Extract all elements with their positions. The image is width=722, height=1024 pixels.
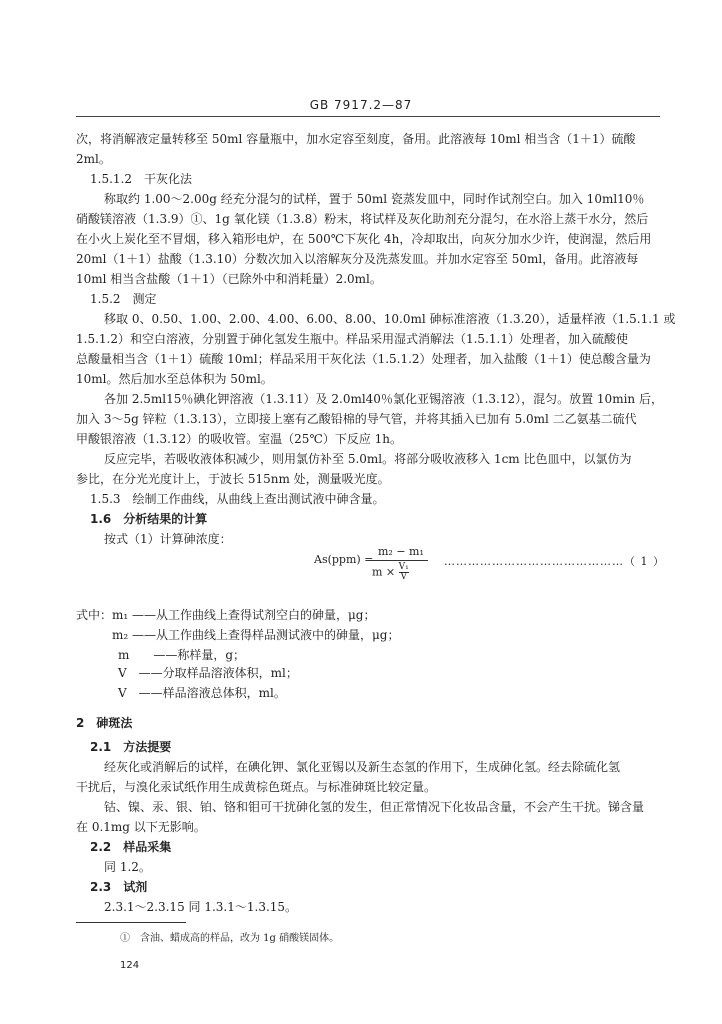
- paragraph-line: 20ml（1＋1）盐酸（1.3.10）分数次加入以溶解灰分及洗蒸发皿。并加水定容至 50ml，备用。此溶液每: [76, 252, 639, 266]
- paragraph-line: 2.3.1～2.3.15 同 1.3.1～1.3.15。: [104, 900, 298, 914]
- section-heading: 1.5.1.2 干灰化法: [90, 172, 192, 186]
- formula-denominator: [372, 563, 409, 582]
- paragraph-line: 甲酸银溶液（1.3.12）的吸收管。室温（25℃）下反应 1h。: [76, 432, 403, 446]
- paragraph-line: 在小火上炭化至不冒烟，移入箱形电炉，在 500℃下灰化 4h，冷却取出，向灰分加水少许，使润湿，然后用: [76, 232, 652, 246]
- paragraph-line: 移取 0、0.50、1.00、2.00、4.00、6.00、8.00、10.0ml 砷标准溶液（1.3.20），适量样液（1.5.1.1 或: [104, 312, 676, 326]
- paragraph-line: 干扰后，与溴化汞试纸作用生成黄棕色斑点。与标准砷斑比较定量。: [76, 780, 437, 794]
- section-heading: 2.1 方法提要: [90, 740, 172, 754]
- definition-lead: 式中：: [76, 608, 113, 622]
- paragraph-line: 总酸量相当含（1＋1）硫酸 10ml；样品采用干灰化法（1.5.1.2）处理者，加入盐酸（1＋1）使总酸含量为: [76, 352, 651, 366]
- page-header-standard-number: GB 7917.2—87: [309, 98, 413, 112]
- footnote-rule: [76, 922, 186, 923]
- definition-item: m₁ ——从工作曲线上查得试剂空白的砷量，μg；: [112, 608, 376, 622]
- arsenic-formula: [314, 545, 438, 585]
- paragraph-line: 反应完毕，若吸收液体积减少，则用氯仿补至 5.0ml。将部分吸收液移入 1cm 比色皿中，以氯仿为: [104, 452, 632, 466]
- paragraph-line: 参比，在分光光度计上，于波长 515nm 处，测量吸光度。: [76, 472, 390, 486]
- chapter-heading: 2 砷斑法: [76, 716, 133, 730]
- formula-v1: V₁: [398, 562, 409, 572]
- paragraph-line: 按式（1）计算砷浓度：: [104, 532, 232, 546]
- page-number: 124: [120, 960, 140, 971]
- paragraph-line: 同 1.2。: [104, 860, 151, 874]
- paragraph-line: 2ml。: [76, 152, 111, 166]
- paragraph-line: 加入 3～5g 锌粒（1.3.13），立即接上塞有乙酸铅棉的导气管，并将其插入已加有 5.0ml 二乙氨基二硫代: [76, 412, 637, 426]
- formula-den-m: m ×: [372, 565, 396, 579]
- definition-item: m ——称样量，g；: [118, 648, 246, 662]
- definition-item: V ——样品溶液总体积，ml。: [118, 686, 286, 700]
- formula-fraction-bar: [368, 560, 428, 561]
- paragraph-line: 在 0.1mg 以下无影响。: [76, 820, 206, 834]
- paragraph-line: 次，将消解液定量转移至 50ml 容量瓶中，加水定容至刻度，备用。此溶液每 10ml 相当含（1＋1）硫酸: [76, 132, 636, 146]
- formula-lhs: As(ppm) =: [314, 553, 374, 566]
- header-rule: [76, 116, 660, 117]
- formula-number-leader: ………………………………………（ 1 ）: [444, 555, 665, 568]
- section-heading: 1.6 分析结果的计算: [90, 512, 208, 526]
- formula-volume-ratio: [399, 563, 409, 582]
- section-heading: 1.5.2 测定: [90, 292, 157, 306]
- paragraph-line: 称取约 1.00～2.00g 经充分混匀的试样，置于 50ml 瓷蒸发皿中，同时作试剂空白。加入 10ml10％: [104, 192, 645, 206]
- section-heading: 2.3 试剂: [90, 880, 148, 894]
- paragraph-line: 1.5.1.2）和空白溶液，分别置于砷化氢发生瓶中。样品采用湿式消解法（1.5.1.1）处理者，加入硫酸使: [76, 332, 628, 346]
- section-heading: 2.2 样品采集: [90, 840, 172, 854]
- paragraph-line: 各加 2.5ml15％碘化钾溶液（1.3.11）及 2.0ml40％氯化亚锡溶液（1.3.12），混匀。放置 10min 后，: [104, 392, 663, 406]
- formula-numerator: m₂ − m₁: [378, 545, 424, 558]
- paragraph-line: 10ml 相当含盐酸（1＋1）（已除外中和消耗量）2.0ml。: [76, 272, 382, 286]
- paragraph-line: 硝酸镁溶液（1.3.9）①、1g 氧化镁（1.3.8）粉末，将试样及灰化助剂充分混匀，在水浴上蒸干水分，然后: [76, 212, 649, 226]
- paragraph-line: 经灰化或消解后的试样，在碘化钾、氯化亚锡以及新生态氢的作用下，生成砷化氢。经去除硫化氢: [104, 760, 621, 774]
- definition-item: m₂ ——从工作曲线上查得样品测试液中的砷量，μg；: [112, 628, 400, 642]
- paragraph-line: 钴、镍、汞、银、铂、铬和钼可干扰砷化氢的发生，但正常情况下化妆品含量，不会产生干扰。锑含量: [104, 800, 645, 814]
- definition-item: V ——分取样品溶液体积，ml；: [118, 666, 298, 680]
- section-heading: 1.5.3 绘制工作曲线，从曲线上查出测试液中砷含量。: [90, 492, 385, 506]
- footnote: ① 含油、蜡成高的样品，改为 1g 硝酸镁固体。: [120, 933, 340, 944]
- formula-v: V: [400, 572, 407, 582]
- paragraph-line: 10ml。然后加水至总体积为 50ml。: [76, 372, 273, 386]
